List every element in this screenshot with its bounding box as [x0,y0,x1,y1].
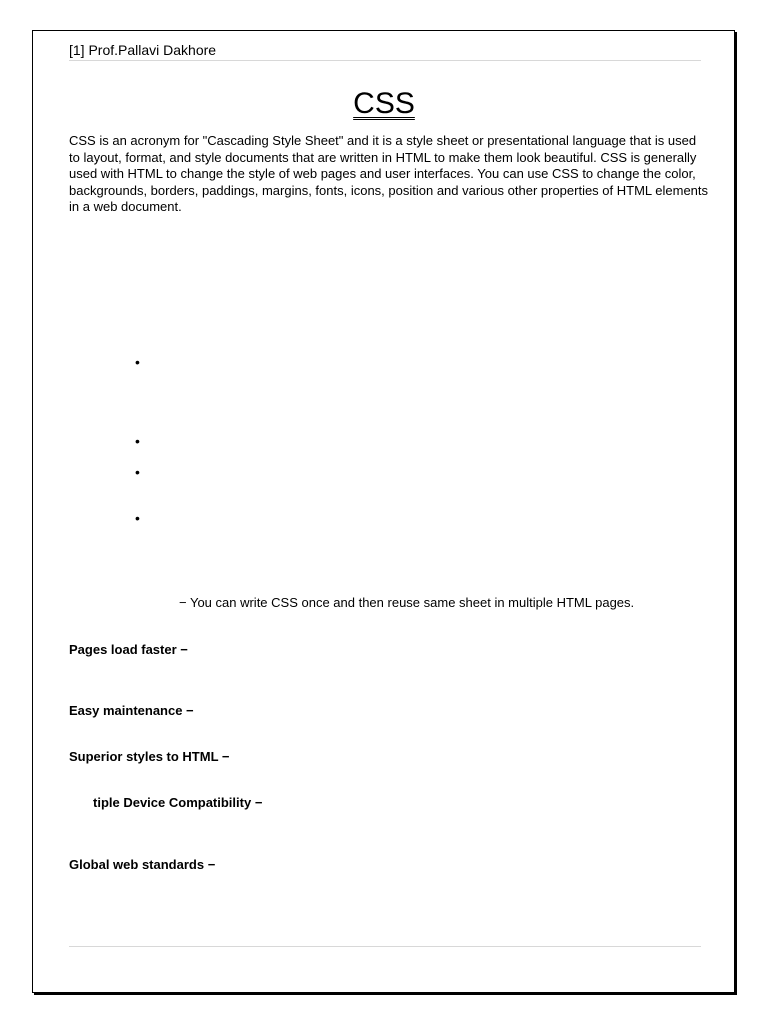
document-title [0,86,768,122]
bullet-3: • [135,464,140,480]
intro-paragraph: CSS is an acronym for "Cascading Style Sheet" and it is a style sheet or presentational language that is used to layout, format, and style documents that are written in HTML to make them look beautiful. CSS is generally used with HTML to change the style of web pages and user interfaces. You can use CSS to change the color, backgrounds, borders, paddings, margins, fonts, icons, position and various other properties of HTML elements in a web document. [69,133,709,215]
document-title-text: CSS [353,87,415,120]
heading-device-compatibility: tiple Device Compatibility − [93,795,263,810]
heading-easy-maintenance: Easy maintenance − [69,703,194,718]
bullet-2: • [135,433,140,449]
bullet-4: • [135,510,140,526]
page-header: [1] Prof.Pallavi Dakhore [69,42,217,58]
footer-divider [69,946,701,947]
heading-pages-load-faster: Pages load faster − [69,642,188,657]
heading-global-web-standards: Global web standards − [69,857,216,872]
header-divider [69,60,701,61]
reuse-sentence: − You can write CSS once and then reuse same sheet in multiple HTML pages. [179,595,635,610]
heading-superior-styles: Superior styles to HTML − [69,749,230,764]
bullet-1: • [135,354,140,370]
